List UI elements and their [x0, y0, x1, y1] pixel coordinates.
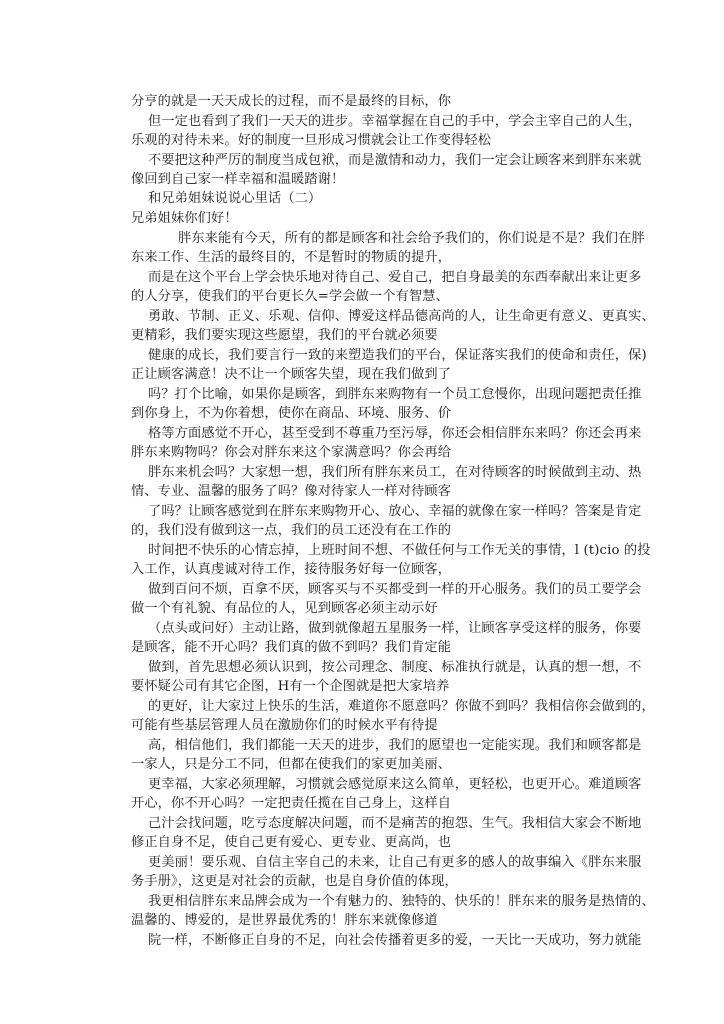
text-line: （点头或问好）主动让路，做到就像超五星服务一样，让顾客享受这样的服务，你要: [148, 621, 642, 636]
text-line: 温馨的、博爱的，是世界最优秀的！胖东来就像修道: [131, 913, 438, 928]
text-line: 了吗？让顾客感觉到在胖东来购物开心、放心、幸福的就像在家一样吗？答案是肯定: [148, 504, 642, 519]
text-line: 格等方面感觉不开心，甚至受到不尊重乃至污辱，你还会相信胖东来吗？你还会再来: [148, 426, 642, 441]
text-line: 而是在这个平台上学会快乐地对待自己、爱自己，把自身最美的东西奉献出来让更多: [148, 270, 642, 285]
text-line: 要怀疑公司有其它企图，H有一个企图就是把大家培养: [131, 679, 450, 694]
greeting-line: 兄弟姐妹你们好！: [131, 211, 238, 226]
text-line: 胖东来能有今天，所有的都是顾客和社会给予我们的，你们说是不是？我们在胖: [178, 231, 645, 246]
text-line: 院一样，不断修正自身的不足，向社会传播着更多的爱，一天比一天成功，努力就能: [148, 933, 642, 948]
text-line: 胖东来购物吗？你会对胖东来这个家满意吗？你会再给: [131, 445, 452, 460]
section-heading: 和兄弟姐妹说说心里话（二）: [148, 191, 322, 206]
text-line: 的更好，让大家过上快乐的生活，难道你不愿意吗？你做不到吗？我相信你会做到的，: [148, 699, 655, 714]
text-line: 乐观的对待未来。好的制度一旦形成习惯就会让工作变得轻松: [131, 133, 492, 148]
text-line: 做一个有礼貌、有品位的人，见到顾客必须主动示好: [131, 601, 438, 616]
text-line: 但一定也看到了我们一天天的进步。幸福掌握在自己的手中，学会主宰自己的人生，: [148, 114, 642, 129]
text-line: 东来工作、生活的最终目的，不是暂时的物质的提升，: [131, 250, 452, 265]
text-line: 时间把不快乐的心情忘掉，上班时间不想、不做任何与工作无关的事情，l (t)cio 的投: [148, 543, 651, 558]
text-line: 我更相信胖东来品牌会成为一个有魅力的、独特的、快乐的！胖东来的服务是热情的、: [148, 894, 655, 909]
text-line: 修正自身不足，使自己更有爱心、更专业、更高尚，也: [131, 835, 452, 850]
text-line: 更美丽！要乐观、自信主宰自己的未来，让自己有更多的感人的故事编入《胖东来服: [148, 855, 642, 870]
text-line: 分亨的就是一天天成长的过程，而不是最终的目标，你: [131, 94, 452, 109]
text-line: 的人分享，使我们的平台更长久=学会做一个有智慧、: [131, 289, 449, 304]
text-line: 胖东来机会吗？大家想一想，我们所有胖东来员工，在对待顾客的时候做到主动、热: [148, 465, 642, 480]
text-line: 到你身上，不为你着想，使你在商品、环境、服务、价: [131, 406, 452, 421]
text-line: 开心，你不开心吗？一定把责任揽在自己身上，这样自: [131, 796, 452, 811]
text-line: 是顾客，能不开心吗？我们真的做不到吗？我们肯定能: [131, 640, 452, 655]
text-line: 务手册》，这更是对社会的贡献，也是自身价值的体现，: [131, 874, 458, 889]
text-line: 可能有些基层管理人员在激励你们的时候水平有待提: [131, 718, 438, 733]
text-line: 的，我们没有做到这一点，我们的员工还没有在工作的: [131, 523, 452, 538]
text-line: 情、专业、温馨的服务了吗？像对待家人一样对待顾客: [131, 484, 452, 499]
text-line: 入工作，认真虔诚对待工作，接待服务好每一位顾客，: [131, 562, 452, 577]
text-line: 像回到自己家一样幸福和温暖踏谢！: [131, 172, 345, 187]
text-line: 不要把这种严厉的制度当成包袱，而是激情和动力，我们一定会让顾客来到胖东来就: [148, 153, 642, 168]
text-line: 更精彩，我们要实现这些愿望，我们的平台就必须要: [131, 328, 438, 343]
text-line: 做到，首先思想必须认识到，按公司理念、制度、标准执行就是，认真的想一想，不: [148, 660, 642, 675]
text-line: 正让顾客满意！决不让一个顾客失望，现在我们做到了: [131, 367, 452, 382]
text-line: 吗？打个比喻，如果你是顾客，到胖东来购物有一个员工怠慢你，出现问题把责任推: [148, 387, 642, 402]
text-line: 勇敢、节制、正义、乐观、信仰、博爱这样品德高尚的人，让生命更有意义、更真实、: [148, 309, 655, 324]
text-line: 做到百问不烦，百拿不厌，顾客买与不买都受到一样的开心服务。我们的员工要学会: [148, 582, 642, 597]
text-line: 高，相信他们，我们都能一天天的进步，我们的愿望也一定能实现。我们和顾客都是: [148, 738, 642, 753]
text-line: 一家人，只是分工不同，但都在使我们的家更加美丽、: [131, 757, 452, 772]
text-line: 己汁会找问题，吃亏态度解决问题，而不是痛苦的抱怨、生气。我相信大家会不断地: [148, 816, 642, 831]
text-line: 健康的成长，我们要言行一致的来塑造我们的平台，保证落实我们的使命和责任，保): [148, 348, 647, 363]
text-line: 更幸福，大家必须理解，习惯就会感觉原来这么简单，更轻松，也更开心。难道顾客: [148, 777, 642, 792]
